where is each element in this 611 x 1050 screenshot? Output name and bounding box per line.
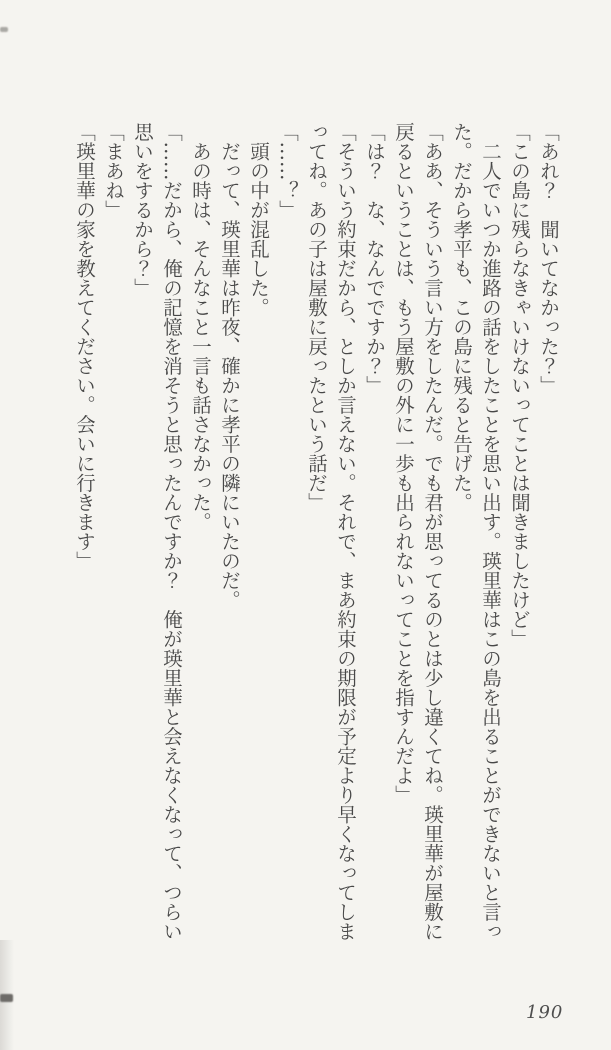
page-number: 190	[526, 1002, 564, 1023]
text-line: 「……だから、俺の記憶を消そうと思ったんですか？ 俺が瑛里華と会えなくなって、つらい	[160, 122, 183, 941]
scan-artifact-mark-top	[0, 27, 8, 32]
text-line: だって、瑛里華は昨夜、確かに孝平の隣にいたのだ。	[218, 122, 241, 610]
text-line: 二人でいつか進路の話をしたことを思い出す。瑛里華はこの島を出ることができないと言っ	[479, 122, 502, 941]
text-line: ってね。あの子は屋敷に戻ったという話だ」	[305, 122, 328, 512]
scan-artifact-mark	[0, 994, 13, 1002]
novel-text-block	[70, 122, 563, 948]
text-line: た。だから孝平も、この島に残ると告げた。	[450, 122, 473, 512]
text-line: 「は？ な、なんでですか？」	[363, 122, 386, 395]
text-line: 「まあね」	[102, 122, 125, 220]
text-line: 「ああ、そういう言い方をしたんだ。でも君が思ってるのとは少し違くてね。瑛里華が屋敷に	[421, 122, 444, 941]
text-line: 「そういう約束だから、としか言えない。それで、まあ約束の期限が予定より早くなってしま	[334, 122, 357, 941]
text-line: 思いをするから？」	[131, 122, 154, 298]
text-line: 「この島に残らなきゃいけないってことは聞きましたけど」	[508, 122, 531, 649]
text-line: 戻るということは、もう屋敷の外に一歩も出られないってことを指すんだよ」	[392, 122, 415, 805]
text-line: 「あれ？ 聞いてなかった？」	[537, 122, 560, 395]
text-line: 「……？」	[276, 122, 299, 220]
text-line: 頭の中が混乱した。	[247, 122, 270, 317]
text-line: 「瑛里華の家を教えてください。会いに行きます」	[73, 122, 96, 571]
text-line: あの時は、そんなこと一言も話さなかった。	[189, 122, 212, 532]
